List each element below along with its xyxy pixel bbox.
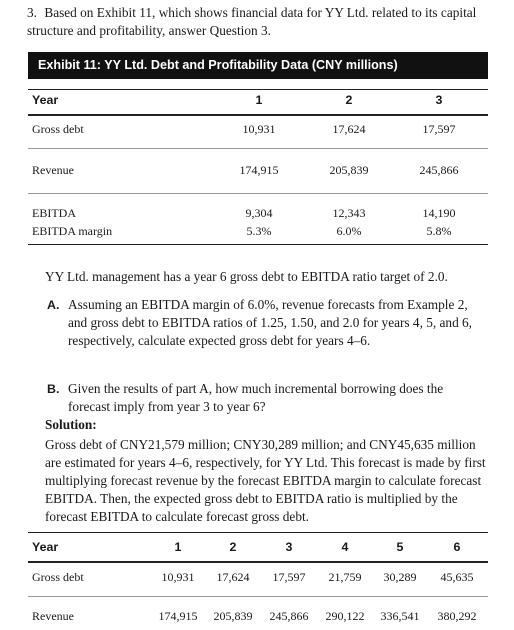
row-value: 245,866	[269, 609, 309, 623]
row-divider	[28, 193, 488, 194]
exhibit-header-row	[28, 93, 488, 109]
row-value: 17,597	[272, 570, 306, 584]
part-b-letter: B.	[47, 382, 60, 396]
question-intro	[27, 4, 487, 40]
row-label: Revenue	[32, 163, 74, 177]
solution-text: Gross debt of CNY21,579 million; CNY30,289 million; and CNY45,635 million are estimated for years 4–6, respectively, for YY Ltd. This forecast is made by first multiplying forecast revenue by the forecast EBITDA margin to calculate forecast EBITDA. Then, the expected gross debt to EBITDA ratio is multiplied by the forecast EBITDA to calculate forecast gross debt.	[45, 437, 486, 524]
row-label: EBITDA margin	[32, 224, 113, 238]
header-rule	[28, 561, 488, 563]
exhibit-header-label: Year	[32, 93, 59, 107]
row-value: 6.0%	[336, 224, 362, 238]
solution-year-header: 2	[229, 540, 237, 554]
row-label: EBITDA	[32, 206, 76, 220]
solution-year-header: 1	[174, 540, 182, 554]
row-value: 45,635	[440, 570, 474, 584]
row-value: 10,931	[242, 122, 276, 136]
row-value: 9,304	[245, 206, 273, 220]
table-top-rule	[28, 89, 488, 90]
part-b-text: Given the results of part A, how much incremental borrowing does the forecast imply from year 3 to year 6?	[68, 381, 444, 414]
row-label: Gross debt	[32, 570, 84, 584]
row-value: 10,931	[161, 570, 195, 584]
table-bottom-rule	[28, 244, 488, 245]
row-value: 205,839	[213, 609, 253, 623]
row-value: 290,122	[325, 609, 365, 623]
table-top-rule	[28, 532, 488, 533]
part-a-letter: A.	[47, 298, 60, 312]
row-value: 17,624	[216, 570, 250, 584]
exhibit-year-header: 1	[255, 93, 263, 107]
row-value: 21,759	[328, 570, 362, 584]
header-rule	[28, 114, 488, 116]
row-label: Gross debt	[32, 122, 84, 136]
question-text: Based on Exhibit 11, which shows financial data for YY Ltd. related to its capital structure and profitability, answer Question 3.	[27, 5, 477, 38]
row-value: 14,190	[422, 206, 456, 220]
row-value: 5.8%	[426, 224, 452, 238]
exhibit-year-header: 2	[345, 93, 353, 107]
part-a-text: Assuming an EBITDA margin of 6.0%, revenue forecasts from Example 2, and gross debt to EBITDA ratios of 1.25, 1.50, and 2.0 for years 4, 5, and 6, respectively, calculate expected gross debt for years 4–6.	[68, 297, 473, 348]
row-value: 12,343	[332, 206, 366, 220]
row-divider	[28, 148, 488, 149]
row-value: 174,915	[158, 609, 198, 623]
solution-header-label: Year	[32, 540, 59, 554]
solution-year-header: 3	[285, 540, 293, 554]
row-value: 380,292	[437, 609, 477, 623]
solution-heading: Solution:	[45, 417, 97, 432]
row-value: 174,915	[239, 163, 279, 177]
solution-year-header: 4	[341, 540, 349, 554]
solution-year-header: 5	[396, 540, 404, 554]
question-number: 3.	[27, 5, 37, 20]
row-divider	[28, 596, 488, 597]
target-text: YY Ltd. management has a year 6 gross debt to EBITDA ratio target of 2.0.	[45, 269, 448, 284]
row-value: 336,541	[380, 609, 420, 623]
solution-year-header: 6	[453, 540, 461, 554]
row-value: 30,289	[383, 570, 417, 584]
exhibit-title: Exhibit 11: YY Ltd. Debt and Profitability Data (CNY millions)	[28, 52, 488, 79]
row-value: 17,624	[332, 122, 366, 136]
row-value: 245,866	[419, 163, 459, 177]
exhibit-year-header: 3	[435, 93, 443, 107]
row-value: 17,597	[422, 122, 456, 136]
row-value: 5.3%	[246, 224, 272, 238]
row-value: 205,839	[329, 163, 369, 177]
row-label: Revenue	[32, 609, 74, 623]
